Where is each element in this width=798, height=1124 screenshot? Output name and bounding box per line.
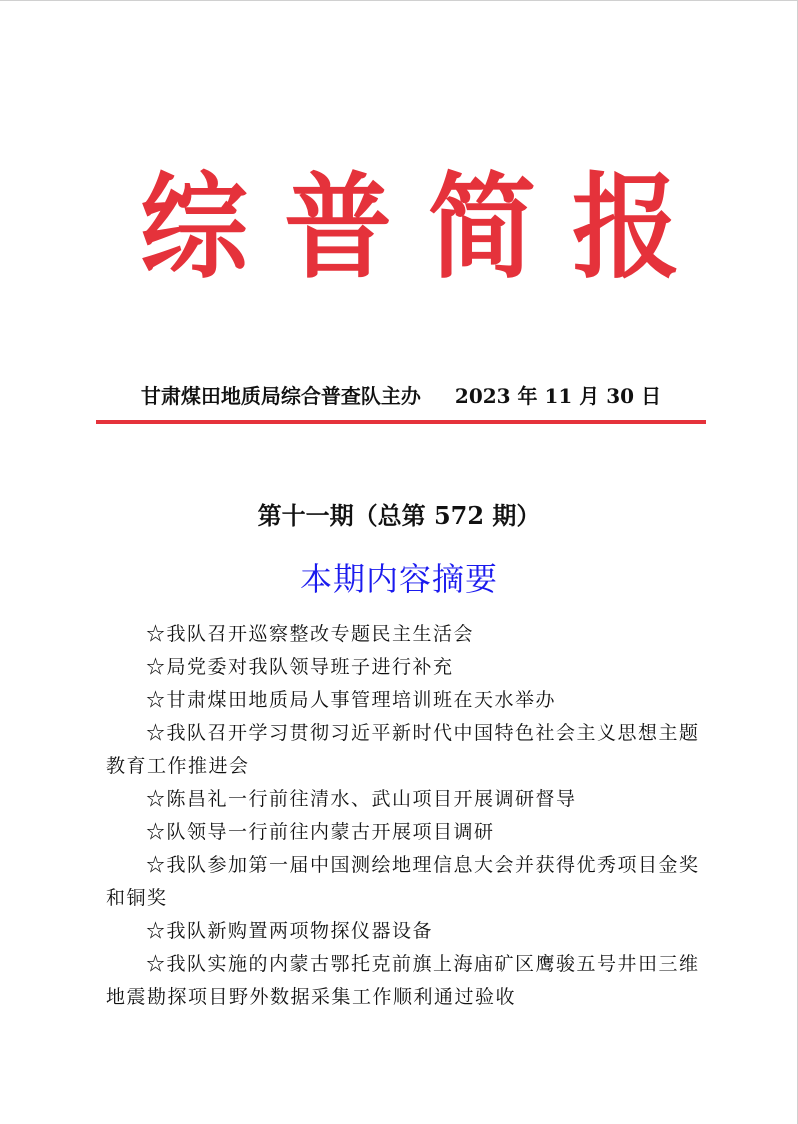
issuer-line	[96, 380, 706, 409]
summary-item: ☆陈昌礼一行前往清水、武山项目开展调研督导	[146, 788, 577, 810]
red-divider-rule	[96, 420, 706, 424]
page-border-top	[0, 0, 798, 1]
summary-item: ☆我队新购置两项物探仪器设备	[146, 920, 434, 942]
summary-heading: 本期内容摘要	[299, 560, 498, 598]
masthead-char: 报	[571, 161, 680, 295]
summary-item: ☆局党委对我队领导班子进行补充	[146, 656, 454, 678]
summary-item: ☆我队参加第一届中国测绘地理信息大会并获得优秀项目金奖和铜奖	[106, 854, 700, 909]
masthead-char: 简	[427, 161, 536, 295]
masthead-char: 普	[283, 161, 392, 295]
summary-item: ☆我队召开学习贯彻习近平新时代中国特色社会主义思想主题教育工作推进会	[106, 722, 700, 777]
summary-item: ☆我队实施的内蒙古鄂托克前旗上海庙矿区鹰骏五号井田三维地震勘探项目野外数据采集工作顺利通过验收	[106, 953, 700, 1008]
issue-date: 2023 年 11 月 30 日	[454, 384, 662, 408]
summary-item: ☆甘肃煤田地质局人事管理培训班在天水举办	[146, 689, 557, 711]
summary-item: ☆我队召开巡察整改专题民主生活会	[146, 623, 475, 645]
issue-number: 第十一期（总第 572 期）	[257, 501, 541, 530]
masthead-title	[140, 161, 680, 295]
organizer-text: 甘肃煤田地质局综合普查队主办	[140, 384, 421, 408]
masthead-char: 综	[140, 161, 249, 295]
summary-item: ☆队领导一行前往内蒙古开展项目调研	[146, 821, 495, 843]
summary-list	[106, 618, 706, 1014]
